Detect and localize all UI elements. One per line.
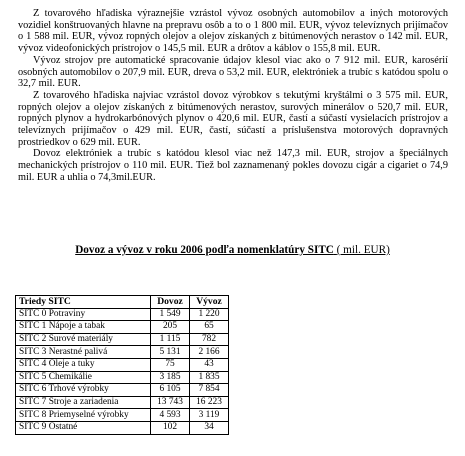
import-cell: 1 115 (151, 333, 190, 346)
import-cell: 3 185 (151, 371, 190, 384)
table-header-row (16, 296, 229, 309)
sitc-class-cell: SITC 2 Surové materiály (16, 333, 151, 346)
import-cell: 102 (151, 421, 190, 434)
import-cell: 13 743 (151, 396, 190, 409)
import-cell: 5 131 (151, 346, 190, 359)
table-row (16, 396, 229, 409)
header-export: Vývoz (190, 296, 229, 309)
sitc-table (15, 295, 229, 435)
sitc-class-cell: SITC 4 Oleje a tuky (16, 358, 151, 371)
table-row (16, 346, 229, 359)
import-cell: 6 105 (151, 384, 190, 397)
body-text (18, 8, 448, 184)
export-cell: 16 223 (190, 396, 229, 409)
table-title (0, 244, 465, 256)
import-cell: 1 549 (151, 308, 190, 321)
import-cell: 4 593 (151, 409, 190, 422)
export-cell: 3 119 (190, 409, 229, 422)
paragraph: Vývoz strojov pre automatické spracovanie údajov klesol viac ako o 7 912 mil. EUR, karosérií osobných automobilov o 207,9 mil. EUR, dreva o 53,2 mil. EUR, elektróniek a trubíc s katódou spolu o 32,7 mil. EUR. (18, 54, 448, 90)
export-cell: 782 (190, 333, 229, 346)
table-row (16, 421, 229, 434)
sitc-class-cell: SITC 3 Nerastné palivá (16, 346, 151, 359)
export-cell: 1 220 (190, 308, 229, 321)
paragraph: Z tovarového hľadiska najviac vzrástol dovoz výrobkov s tekutými kryštálmi o 3 575 mil. EUR, ropných olejov a olejov získaných z bitúmenových nerastov, surových minerálov o 520,7 mil. EUR, ropných plynov a hydrokarbónových plynov o 420,6 mil. EUR, častí a súčastí vysielacích prístrojov a televíznych prijímačov o 429 mil. EUR, častí, súčastí a príslušenstva motorových dopravných prostriedkov o 629 mil. EUR. (18, 89, 448, 148)
table-row (16, 358, 229, 371)
table-title-main: Dovoz a vývoz v roku 2006 podľa nomenklatúry SITC (75, 244, 334, 256)
export-cell: 1 835 (190, 371, 229, 384)
sitc-class-cell: SITC 6 Trhové výrobky (16, 384, 151, 397)
header-import: Dovoz (151, 296, 190, 309)
import-cell: 205 (151, 321, 190, 334)
paragraph: Z tovarového hľadiska výraznejšie vzrástol vývoz osobných automobilov a iných motorových vozidiel konštruovaných hlavne na prepravu osôb a to o 1 800 mil. EUR, vývoz televíznych prijímačov o 1 588 mil. EUR, vývoz ropných olejov a olejov získaných z bitúmenových nerastov o 142 mil. EUR, vývoz videofonických prístrojov o 145,5 mil. EUR a drôtov a káblov o 155,8 mil. EUR. (18, 8, 448, 55)
sitc-class-cell: SITC 0 Potraviny (16, 308, 151, 321)
sitc-class-cell: SITC 1 Nápoje a tabak (16, 321, 151, 334)
export-cell: 65 (190, 321, 229, 334)
paragraph: Dovoz elektróniek a trubíc s katódou klesol viac než 147,3 mil. EUR, strojov a špeciálnych mechanických prístrojov o 110 mil. EUR. Tiež bol zaznamenaný pokles dovozu cigár a cigariet o 74,9 mil. EUR a uhlia o 74,3mil.EUR. (18, 148, 448, 183)
export-cell: 7 854 (190, 384, 229, 397)
sitc-class-cell: SITC 7 Stroje a zariadenia (16, 396, 151, 409)
table-row (16, 308, 229, 321)
table-row (16, 409, 229, 422)
sitc-class-cell: SITC 9 Ostatné (16, 421, 151, 434)
table-row (16, 371, 229, 384)
sitc-class-cell: SITC 8 Priemyselné výrobky (16, 409, 151, 422)
table-title-unit: ( mil. EUR) (336, 244, 390, 256)
import-cell: 75 (151, 358, 190, 371)
export-cell: 2 166 (190, 346, 229, 359)
table-row (16, 384, 229, 397)
table-row (16, 321, 229, 334)
header-sitc-class: Triedy SITC (16, 296, 151, 309)
export-cell: 34 (190, 421, 229, 434)
export-cell: 43 (190, 358, 229, 371)
table-row (16, 333, 229, 346)
sitc-class-cell: SITC 5 Chemikálie (16, 371, 151, 384)
